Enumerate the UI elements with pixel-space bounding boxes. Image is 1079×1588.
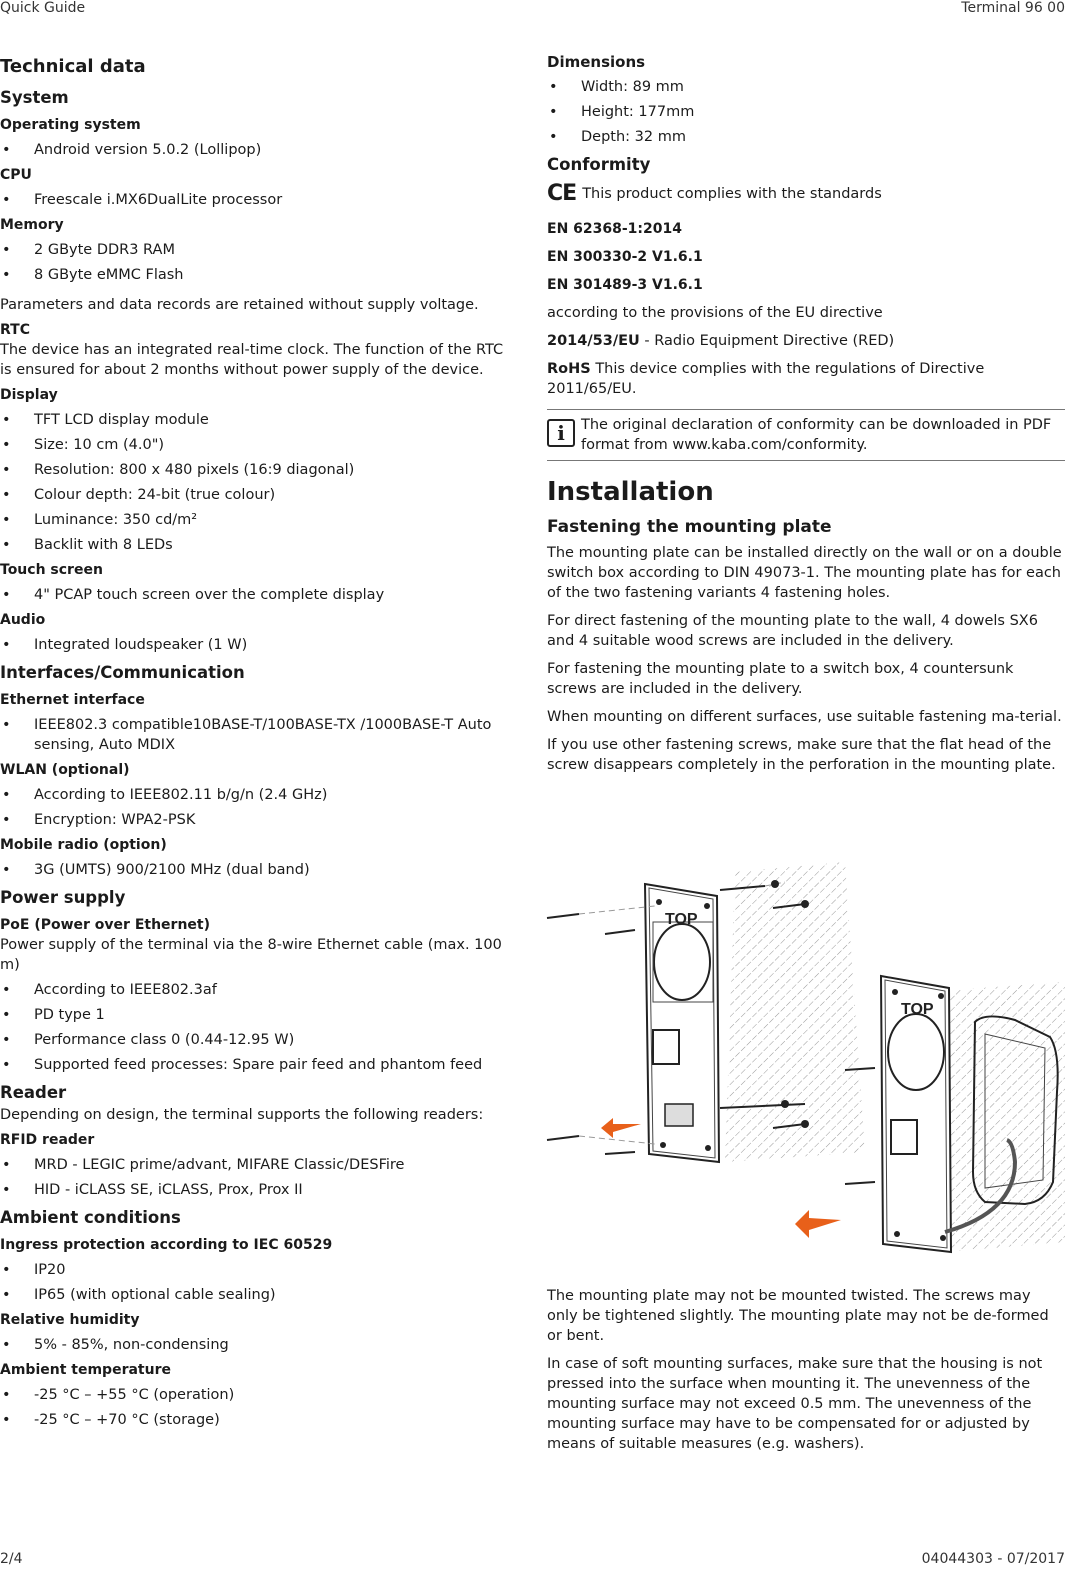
list-item: • 5% - 85%, non-condensing [2,1337,229,1353]
system-heading: System [0,88,69,107]
memory-heading: Memory [0,217,64,233]
rohs-text: RoHS This device complies with the regulations of Directive 2011/65/EU. [547,361,985,397]
poe-text: Power supply of the terminal via the 8-wire Ethernet cable (max. 100 m) [0,937,502,973]
mounting-figure [545,862,1065,1262]
info-icon: i [547,419,575,447]
list-item: • Size: 10 cm (4.0") [2,437,165,453]
list-item: • -25 °C – +55 °C (operation) [2,1387,235,1403]
paragraph: For direct fastening of the mounting plate to the wall, 4 dowels SX6 and 4 suitable wood screws are included in the delivery. [547,613,1038,649]
poe-heading: PoE (Power over Ethernet) [0,917,210,933]
footer-doc-number: 04044303 - 07/2017 [921,1551,1065,1567]
list-item: • Depth: 32 mm [549,129,686,145]
list-item: • Height: 177mm [549,104,695,120]
cable-arrow-2 [795,1210,841,1238]
ce-mark-icon: CE [547,181,577,206]
paragraph: When mounting on different surfaces, use suitable fastening ma-terial. [547,709,1062,725]
rtc-heading: RTC [0,322,30,338]
list-item: • TFT LCD display module [2,412,209,428]
paragraph: If you use other fastening screws, make sure that the flat head of the screw disappears completely in the perforation in the mounting plate. [547,737,1056,773]
memory-note: Parameters and data records are retained without supply voltage. [0,297,479,313]
list-item: • Luminance: 350 cd/m² [2,512,198,528]
list-item: • Backlit with 8 LEDs [2,537,173,553]
temperature-list [0,1385,512,1430]
mounting-plate-2 [881,976,951,1252]
svg-text:TOP: TOP [901,1001,934,1018]
interfaces-heading: Interfaces/Communication [0,663,245,682]
info-note [547,409,1065,461]
list-item: • Integrated loudspeaker (1 W) [2,637,248,653]
list-item: • Colour depth: 24-bit (true colour) [2,487,276,503]
right-column-bottom [547,1282,1065,1454]
poe-list [0,980,512,1075]
list-item: • IP20 [2,1262,66,1278]
wall-hatch-1 [725,862,865,1162]
info-text: The original declaration of conformity can be downloaded in PDF format from www.kaba.com/conformity. [581,417,1052,453]
list-item: • -25 °C – +70 °C (storage) [2,1412,220,1428]
rtc-text: The device has an integrated real-time clock. The function of the RTC is ensured for about 2 months without power supply of the device. [0,342,504,378]
list-item: • Android version 5.0.2 (Lollipop) [2,142,262,158]
memory-list [0,240,512,285]
paragraph: The mounting plate can be installed directly on the wall or on a double switch box according to DIN 49073-1. The mounting plate has for each of the two fastening variants 4 fastening holes. [547,545,1062,601]
list-item: • PD type 1 [2,1007,105,1023]
audio-list [0,635,512,655]
rfid-list [0,1155,512,1200]
temperature-heading: Ambient temperature [0,1362,171,1378]
standard-3: EN 301489-3 V1.6.1 [547,277,703,293]
provisions-text: according to the provisions of the EU directive [547,305,883,321]
humidity-heading: Relative humidity [0,1312,140,1328]
os-list [0,140,512,160]
dimensions-heading: Dimensions [547,53,646,71]
wlan-heading: WLAN (optional) [0,762,130,778]
list-item: • Resolution: 800 x 480 pixels (16:9 diagonal) [2,462,355,478]
ce-text: This product complies with the standards [582,186,882,202]
paragraph: In case of soft mounting surfaces, make sure that the housing is not pressed into the surface when mounting it. The unevenness of the mounting surface may not exceed 0.5 mm. The unevenness of the mounting surface may have to be compensated for or adjusted by means of suitable measures (e.g. washers). [547,1356,1043,1452]
cable-arrow-1 [601,1118,641,1138]
mobile-list [0,860,512,880]
list-item: • MRD - LEGIC prime/advant, MIFARE Classic/DESFire [2,1157,405,1173]
standard-1: EN 62368-1:2014 [547,221,682,237]
mounting-illustration [545,862,1065,1262]
ce-row [547,183,1065,205]
ethernet-heading: Ethernet interface [0,692,145,708]
display-heading: Display [0,387,58,403]
list-item: • Encryption: WPA2-PSK [2,812,196,828]
list-item: • According to IEEE802.3af [2,982,217,998]
red-directive: 2014/53/EU - Radio Equipment Directive (RED) [547,333,895,349]
ip-heading: Ingress protection according to IEC 60529 [0,1237,333,1253]
touch-heading: Touch screen [0,562,103,578]
paragraph: For fastening the mounting plate to a switch box, 4 countersunk screws are included in the delivery. [547,661,1014,697]
reader-text: Depending on design, the terminal supports the following readers: [0,1107,484,1123]
list-item: • Freescale i.MX6DualLite processor [2,192,283,208]
list-item: • Supported feed processes: Spare pair feed and phantom feed [2,1057,483,1073]
mounting-plate-1 [645,884,719,1162]
list-item: • IEEE802.3 compatible10BASE-T/100BASE-TX /1000BASE-T Auto sensing, Auto MDIX [2,717,492,753]
dimensions-list [547,77,1065,147]
audio-heading: Audio [0,612,46,628]
list-item: • HID - iCLASS SE, iCLASS, Prox, Prox II [2,1182,303,1198]
list-item: • Width: 89 mm [549,79,684,95]
display-list [0,410,512,555]
paragraph: The mounting plate may not be mounted twisted. The screws may only be tightened slightly. The mounting plate may not be de-formed or bent. [547,1288,1049,1344]
section-title: Technical data [0,56,146,77]
fastening-heading: Fastening the mounting plate [547,517,832,537]
header-left: Quick Guide [0,0,86,16]
installation-heading: Installation [547,477,714,507]
list-item: • According to IEEE802.11 b/g/n (2.4 GHz) [2,787,328,803]
humidity-list [0,1335,512,1355]
list-item: • 8 GByte eMMC Flash [2,267,184,283]
mobile-heading: Mobile radio (option) [0,837,167,853]
cpu-list [0,190,512,210]
conformity-heading: Conformity [547,155,651,174]
touch-list [0,585,512,605]
list-item: • 3G (UMTS) 900/2100 MHz (dual band) [2,862,310,878]
reader-heading: Reader [0,1083,67,1102]
power-heading: Power supply [0,888,126,907]
ethernet-list [0,715,512,755]
left-column [0,52,512,1430]
ambient-heading: Ambient conditions [0,1208,181,1227]
ip-list [0,1260,512,1305]
svg-text:TOP: TOP [665,911,698,928]
standard-2: EN 300330-2 V1.6.1 [547,249,703,265]
right-column [547,52,1065,775]
header-right: Terminal 96 00 [961,0,1065,16]
cpu-heading: CPU [0,167,32,183]
wlan-list [0,785,512,830]
os-heading: Operating system [0,117,141,133]
list-item: • Performance class 0 (0.44-12.95 W) [2,1032,295,1048]
list-item: • 4" PCAP touch screen over the complete display [2,587,385,603]
list-item: • 2 GByte DDR3 RAM [2,242,175,258]
rfid-heading: RFID reader [0,1132,95,1148]
list-item: • IP65 (with optional cable sealing) [2,1287,276,1303]
footer-page-number: 2/4 [0,1551,23,1567]
